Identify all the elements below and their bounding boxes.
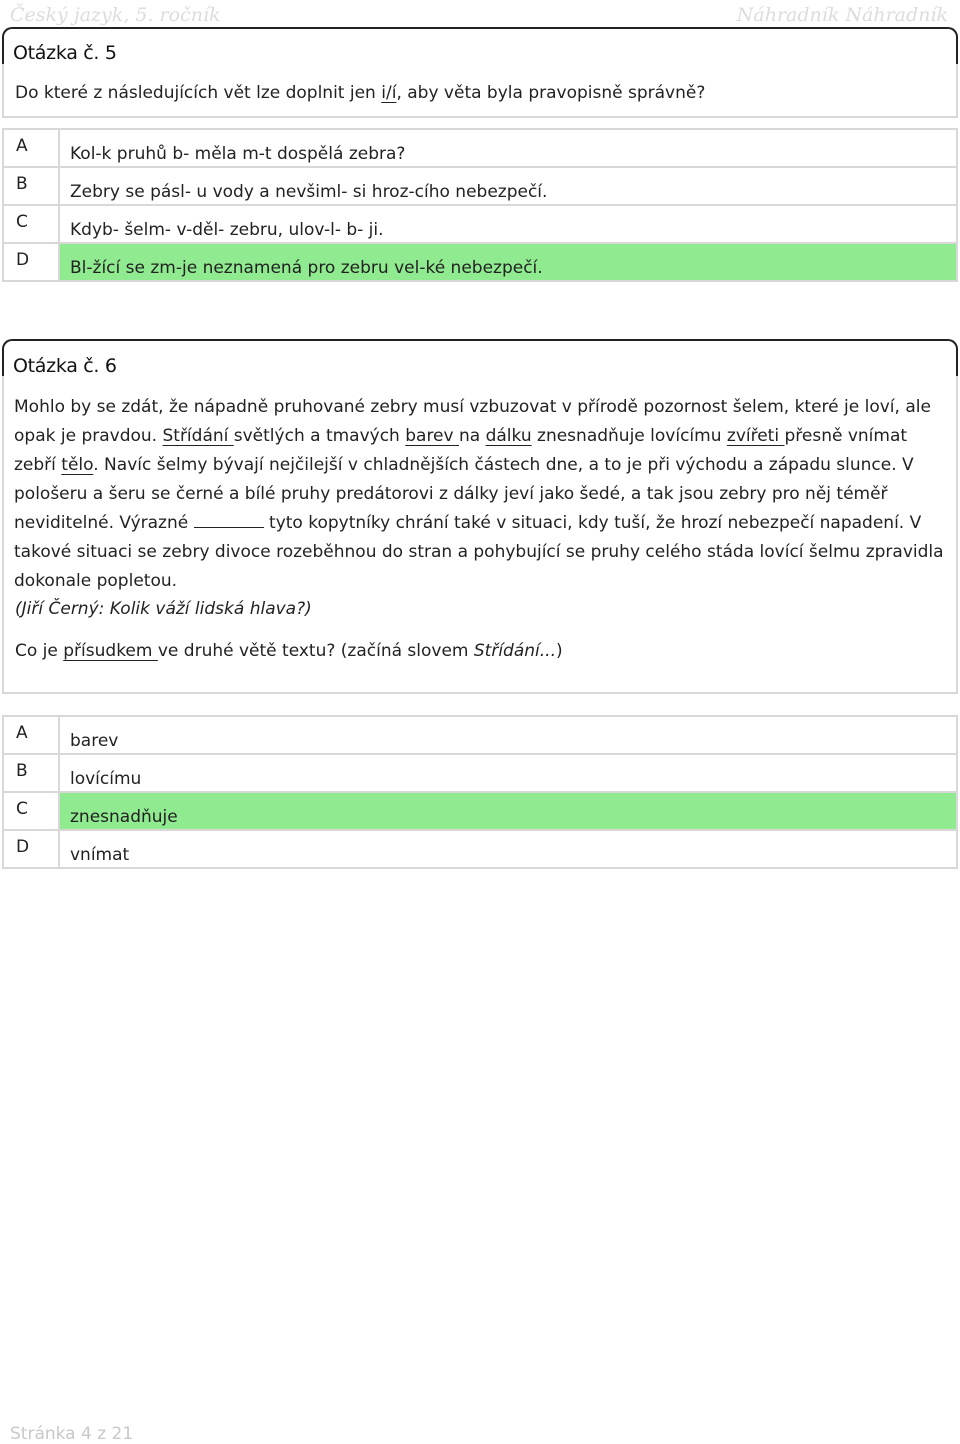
q5-text-pre: Do které z následujících vět lze doplnit jen: [15, 83, 382, 103]
question-5-title: Otázka č. 5: [13, 42, 117, 64]
answer-letter: B: [3, 754, 59, 792]
answer-row-d[interactable]: [3, 830, 957, 868]
q6-text-mid: ve druhé větě textu? (začíná slovem: [157, 641, 474, 661]
passage-part: na: [458, 426, 486, 446]
answer-text: znesnadňuje: [59, 792, 957, 830]
underlined-word: zvířeti: [726, 426, 785, 446]
answer-text: vnímat: [59, 830, 957, 868]
answer-letter: D: [3, 830, 59, 868]
answer-row-c[interactable]: [3, 205, 957, 243]
question-5-answers: [2, 128, 958, 282]
passage-part: světlých a tmavých: [233, 426, 406, 446]
question-5-header-box: [2, 27, 958, 65]
answer-row-b[interactable]: [3, 754, 957, 792]
passage-part: přesně vnímat zebří: [14, 426, 908, 475]
q5-text-post: , aby věta byla pravopisně správně?: [396, 83, 706, 103]
q6-text-pre: Co je: [15, 641, 64, 661]
passage-part: tyto kopytníky chrání také v situaci, kdy tuší, že hrozí nebezpečí napadení. V takové situaci se zebry divoce rozeběhnou do stran a pohybující se pruhy celého stáda lovící šelmu zpravidla dokonale popletou.: [14, 513, 944, 591]
answer-letter: A: [3, 129, 59, 167]
answer-letter: C: [3, 792, 59, 830]
answer-text: Bl-žící se zm-je neznamená pro zebru vel-ké nebezpečí.: [59, 243, 957, 281]
answer-text: Zebry se pásl- u vody a nevšiml- si hroz-cího nebezpečí.: [59, 167, 957, 205]
question-6-title: Otázka č. 6: [13, 355, 117, 377]
underlined-word: barev: [405, 426, 459, 446]
question-6-passage: [14, 393, 950, 596]
header-name: Náhradník Náhradník: [736, 4, 948, 26]
passage-part: . Navíc šelmy bývají nejčilejší v chladnějších částech dne, a to je při východu a západu slunce. V pološeru a šeru se černé a bílé pruhy predátorovi z dálky jeví jako šedé, a tak jsou zebry pro něj téměř neviditelné. Výrazné: [14, 455, 914, 533]
underlined-word: tělo: [61, 455, 94, 475]
answer-letter: B: [3, 167, 59, 205]
underlined-word: Střídání: [162, 426, 234, 446]
question-6-source: (Jiří Černý: Kolik váží lidská hlava?): [15, 599, 312, 619]
blank-gap: [194, 513, 264, 528]
answer-letter: C: [3, 205, 59, 243]
question-6-text: [15, 641, 563, 661]
answer-row-b[interactable]: [3, 167, 957, 205]
q6-text-post: ): [555, 641, 563, 661]
q6-text-italic: Střídání...: [473, 641, 556, 661]
answer-text: Kol-k pruhů b- měla m-t dospělá zebra?: [59, 129, 957, 167]
header-subject: Český jazyk, 5. ročník: [10, 4, 221, 26]
q5-text-u: i/í: [381, 83, 397, 103]
answer-row-c-correct[interactable]: [3, 792, 957, 830]
answer-letter: D: [3, 243, 59, 281]
underlined-word: dálku: [485, 426, 532, 446]
answer-row-a[interactable]: [3, 129, 957, 167]
answer-letter: A: [3, 716, 59, 754]
answer-text: Kdyb- šelm- v-děl- zebru, ulov-l- b- ji.: [59, 205, 957, 243]
passage-part: znesnadňuje lovícímu: [531, 426, 727, 446]
question-5-text: [15, 83, 705, 103]
answer-text: lovícímu: [59, 754, 957, 792]
passage-part: Mohlo by se zdát, že nápadně pruhované zebry musí vzbuzovat v přírodě pozornost šelem, které je loví, ale opak je pravdou.: [14, 397, 931, 446]
answer-row-a[interactable]: [3, 716, 957, 754]
answer-row-d-correct[interactable]: [3, 243, 957, 281]
q6-text-u: přísudkem: [63, 641, 158, 661]
question-6-answers: [2, 715, 958, 869]
answer-text: barev: [59, 716, 957, 754]
page-number: Stránka 4 z 21: [10, 1424, 134, 1444]
question-6-header-box: [2, 339, 958, 377]
